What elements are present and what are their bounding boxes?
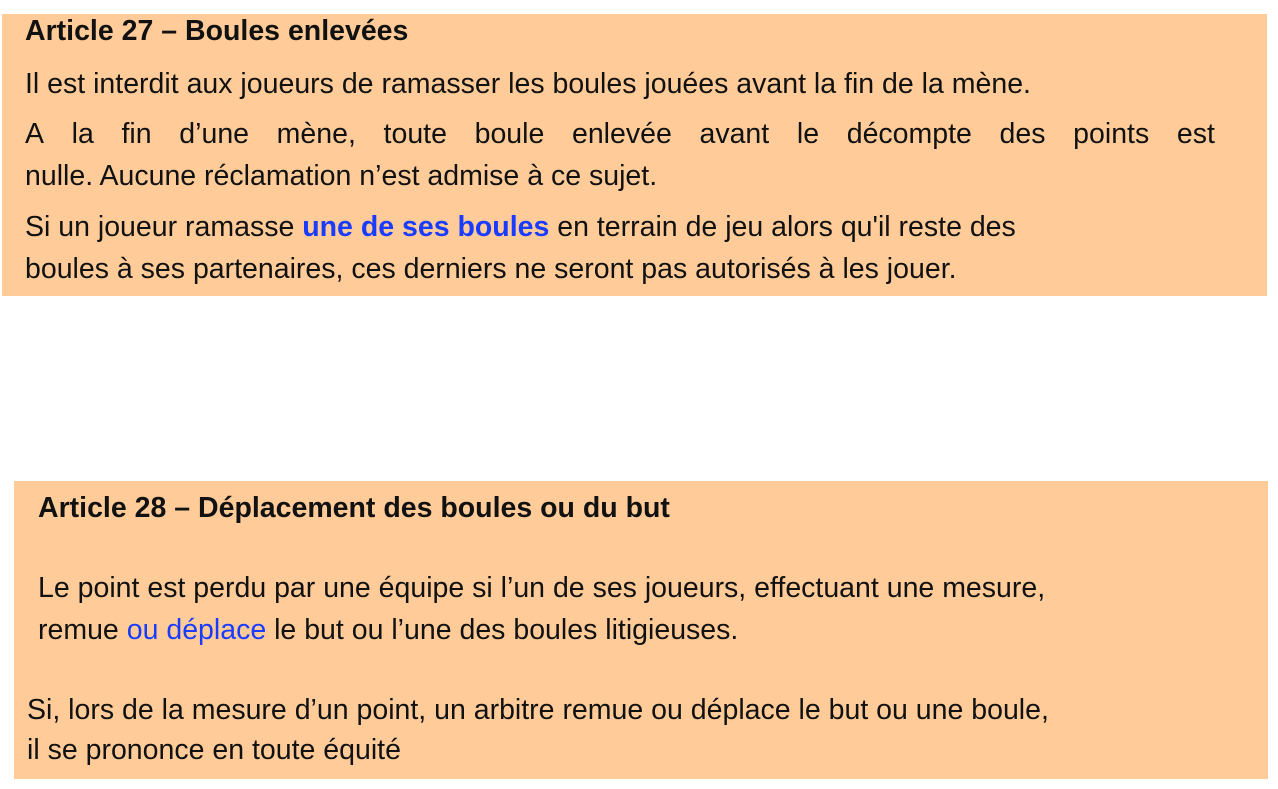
article-27-paragraph-2-line-2: nulle. Aucune réclamation n’est admise à ce sujet. [25, 160, 658, 192]
justified-word: toute [383, 118, 447, 150]
article-28-paragraph-2-line-2: il se prononce en toute équité [27, 734, 401, 766]
article-28-box [14, 481, 1268, 779]
justified-word: fin [121, 118, 152, 150]
justified-word: la [71, 118, 94, 150]
justified-word: boule [474, 118, 545, 150]
article-27-highlight: une de ses boules [302, 211, 550, 243]
article-27-paragraph-2-line-1 [25, 117, 1215, 151]
article-27-paragraph-3-line-1 [25, 210, 1016, 244]
justified-word: enlevée [571, 118, 672, 150]
article-27-box [2, 14, 1267, 296]
article-28-paragraph-1-line-1: Le point est perdu par une équipe si l’un de ses joueurs, effectuant une mesure, [38, 572, 1046, 604]
justified-word: des [999, 118, 1046, 150]
article-27-paragraph-3-line-2: boules à ses partenaires, ces derniers ne seront pas autorisés à les jouer. [25, 253, 957, 285]
article-28-title: Article 28 – Déplacement des boules ou du but [38, 492, 670, 524]
article-27-title: Article 27 – Boules enlevées [25, 15, 409, 47]
article-27-p3-after: en terrain de jeu alors qu'il reste des [557, 211, 1016, 243]
article-28-p1-before: remue [38, 614, 119, 646]
article-28-highlight: ou déplace [126, 614, 267, 646]
article-28-p1-after: le but ou l’une des boules litigieuses. [274, 614, 739, 646]
justified-word: décompte [846, 118, 972, 150]
article-28-paragraph-1-line-2 [38, 613, 738, 647]
justified-word: A [25, 118, 45, 150]
justified-word: le [796, 118, 820, 150]
article-27-p3-before: Si un joueur ramasse [25, 211, 295, 243]
justified-word: points [1073, 118, 1150, 150]
justified-word: avant [699, 118, 770, 150]
article-28-paragraph-2-line-1: Si, lors de la mesure d’un point, un arbitre remue ou déplace le but ou une boule, [27, 694, 1049, 726]
justified-word: est [1176, 118, 1215, 150]
justified-word: d’une [179, 118, 250, 150]
article-27-paragraph-1: Il est interdit aux joueurs de ramasser les boules jouées avant la fin de la mène. [25, 68, 1031, 100]
justified-word: mène, [276, 118, 356, 150]
